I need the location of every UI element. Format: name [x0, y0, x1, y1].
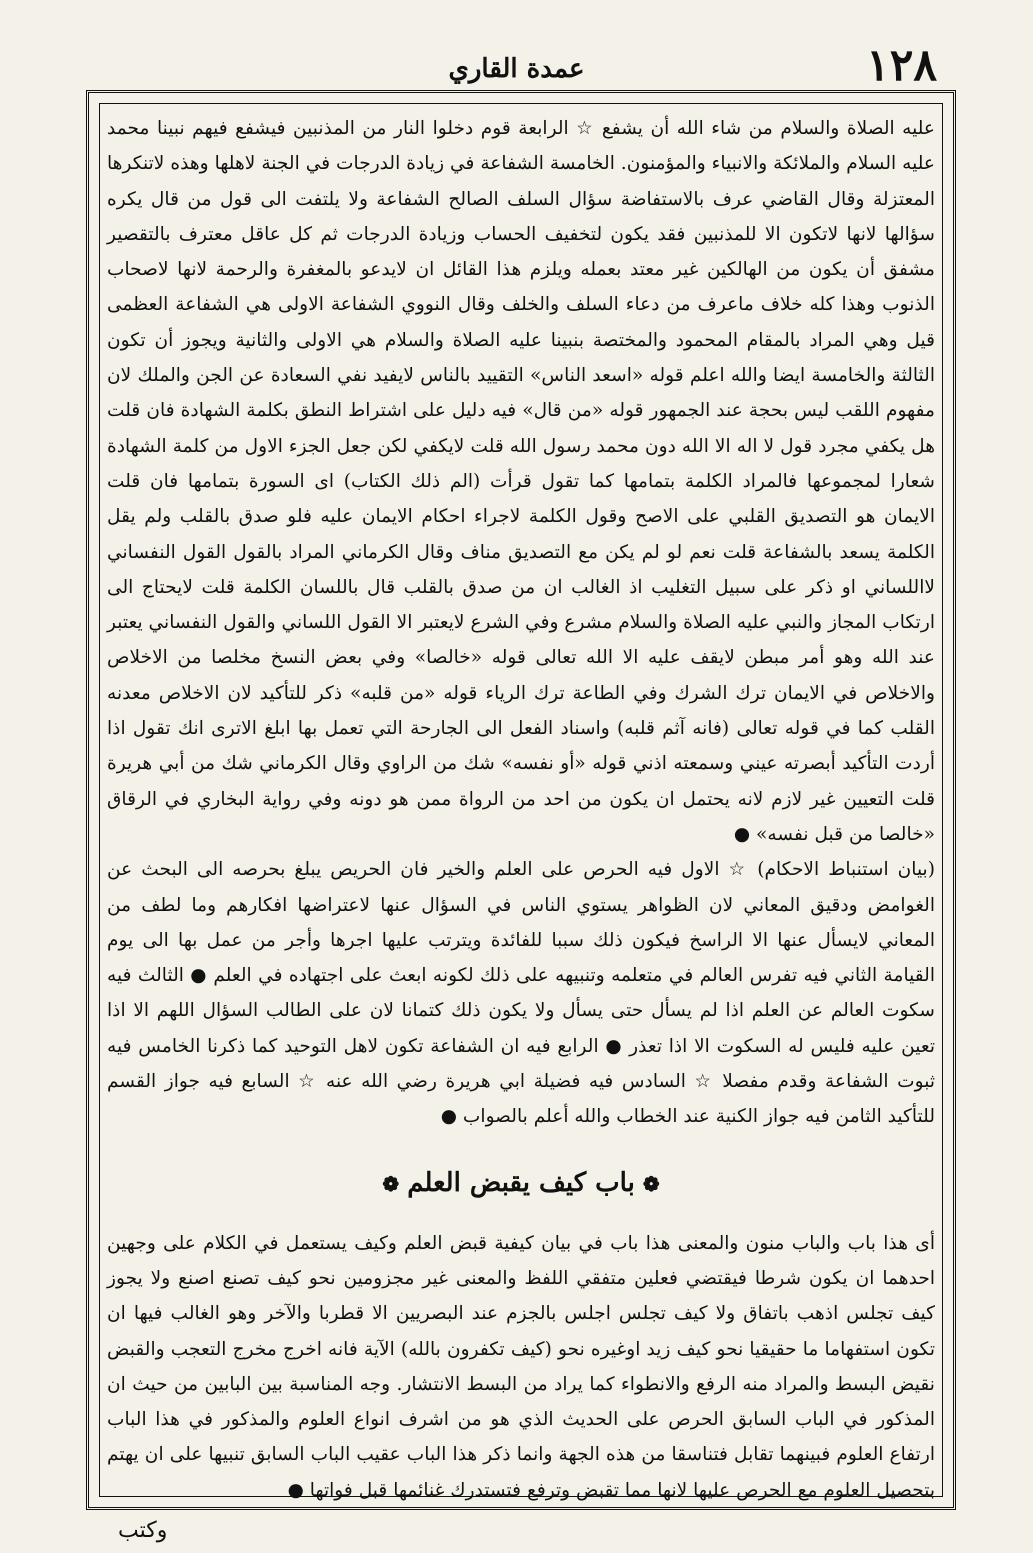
paragraph-commentary: عليه الصلاة والسلام من شاء الله أن يشفع ☆ الرابعة قوم دخلوا النار من المذنبين فيشفع فيهم نبينا محمد عليه السلام والملائكة والانبياء والمؤمنون. الخامسة الشفاعة في زيادة الدرجات في الجنة لاهلها وهذه لاتنكرها المعتزلة وقال القاضي عرف بالاستفاضة سؤال السلف الصالح الشفاعة ولا يلتفت الى قول من قال يكره سؤالها لانها لاتكون الا للمذنبين فقد يكون لتخفيف الحساب وزيادة الدرجات ثم كل عاقل معترف بالتقصير مشفق أن يكون من الهالكين غير معتد بعمله ويلزم هذا القائل ان لايدعو بالمغفرة والرحمة لانها لاصحاب الذنوب وهذا كله خلاف ماعرف من دعاء السلف والخلف وقال النووي الشفاعة الاولى هي الشفاعة العظمى قيل وهي المراد بالمقام المحمود والمختصة بنبينا عليه الصلاة والسلام هي الاولى والثانية ويجوز أن تكون الثالثة والخامسة ايضا والله اعلم قوله «اسعد الناس» التقييد بالناس لايفيد نفي السعادة عن الجن والملك لان مفهوم اللقب ليس بحجة عند الجمهور قوله «من قال» فيه دليل على اشتراط النطق بكلمة الشهادة فان قلت هل يكفي مجرد قول لا اله الا الله دون محمد رسول الله قلت لايكفي لكن جعل الجزء الاول من كلمة الشهادة شعارا لمجموعها فالمراد الكلمة بتمامها كما تقول قرأت (الم ذلك الكتاب) اى السورة بتمامها فان قلت الايمان هو التصديق القلبي على الاصح وقول الكلمة لاجراء احكام الايمان عليه فلو صدق بالقلب ولم يقل الكلمة يسعد بالشفاعة قلت نعم لو لم يكن مع التصديق مناف وقال الكرماني المراد بالقول القول النفساني لااللساني او ذكر على سبيل التغليب اذ الغالب ان من صدق بالقلب قال باللسان الكلمة قلت لايحتاج الى ارتكاب المجاز والنبي عليه الصلاة والسلام مشرع وفي الشرع لايعتبر الا القول اللساني والقول النفساني يعتبر عند الله وهو أمر مبطن لايقف عليه الا الله تعالى قوله «خالصا» وفي بعض النسخ مخلصا من الاخلاص والاخلاص في الايمان ترك الشرك وفي الطاعة ترك الرياء قوله «من قلبه» ذكر للتأكيد لان الاخلاص معدنه القلب كما في قوله تعالى (فانه آثم قلبه) واسناد الفعل الى الجارحة التي تعمل بها ابلغ الاترى انك تقول اذا أردت التأكيد أبصرته عيني وسمعته اذني قوله «أو نفسه» شك من الراوي وقال الكرماني شك من أبي هريرة قلت التعيين غير لازم لانه يحتمل ان يكون من احد من الرواة ممن هو دونه وفي رواية البخاري في الرقاق «خالصا من قبل نفسه» ●: [107, 118, 935, 845]
page-header: [90, 40, 943, 95]
page-number: ١٢٨: [866, 40, 937, 91]
main-text: [107, 111, 935, 1508]
ornament-right-icon: ❁: [642, 1171, 660, 1196]
catchword: وكتب: [118, 1518, 168, 1543]
text-frame: [86, 90, 956, 1510]
chapter-heading: [107, 1163, 935, 1204]
paragraph-chapter-body: أى هذا باب والباب منون والمعنى هذا باب في بيان كيفية قبض العلم وكيف يستعمل في الكلام على وجهين احدهما ان يكون شرطا فيقتضي فعلين متفقي اللفظ والمعنى غير مجزومين نحو كيف تصنع اصنع ولا يجوز كيف تجلس اذهب باتفاق ولا كيف تجلس اجلس بالجزم عند البصريين الا قطربا والآخر وهو الغالب فيها ان تكون استفهاما ما حقيقيا نحو كيف زيد اوغيره نحو (كيف تكفرون بالله) الآية فانه اخرج مخرج التعجب والقبض نقيض البسط والمراد منه الرفع والانطواء كما يراد من البسط الانتشار. وجه المناسبة بين البابين من حيث ان المذكور في الباب السابق الحرص على الحديث الذي هو من اشرف انواع العلوم والمذكور في هذا الباب ارتفاع العلوم فبينهما تقابل فتناسقا من هذه الجهة وانما ذكر هذا الباب عقيب الباب السابق تنبيها على ان يهتم بتحصيل العلوم مع الحرص عليها لانها مما تقبض وترفع فتستدرك غنائمها قبل فواتها ●: [107, 1232, 935, 1501]
paragraph-rulings: (بيان استنباط الاحكام) ☆ الاول فيه الحرص على العلم والخير فان الحريص يبلغ بحرصه الى البحث عن الغوامض ودقيق المعاني لان الظواهر يستوي الناس في السؤال عنها لاعتراضها افكارهم وما لطف من المعاني لايسأل عنها الا الراسخ فيكون ذلك سببا للفائدة ويترتب عليها اجرها وأجر من عمل بها الى يوم القيامة الثاني فيه تفرس العالم في متعلمه وتنبيهه على ذلك لكونه ابعث على اجتهاده في العلم ● الثالث فيه سكوت العالم عن العلم اذا لم يسأل حتى يسأل ولا يكون ذلك كتمانا لان على الطالب السؤال اللهم الا اذا تعين عليه فليس له السكوت الا اذا تعذر ● الرابع فيه ان الشفاعة تكون لاهل التوحيد كما ذكرنا الخامس فيه ثبوت الشفاعة وقدم مفصلا ☆ السادس فيه فضيلة ابي هريرة رضي الله عنه ☆ السابع فيه جواز القسم للتأكيد الثامن فيه جواز الكنية عند الخطاب والله أعلم بالصواب ●: [107, 859, 935, 1128]
chapter-heading-text: باب كيف يقبض العلم: [407, 1167, 635, 1198]
ornament-left-icon: ❁: [382, 1171, 400, 1196]
running-title: عمدة القاري: [448, 54, 585, 84]
